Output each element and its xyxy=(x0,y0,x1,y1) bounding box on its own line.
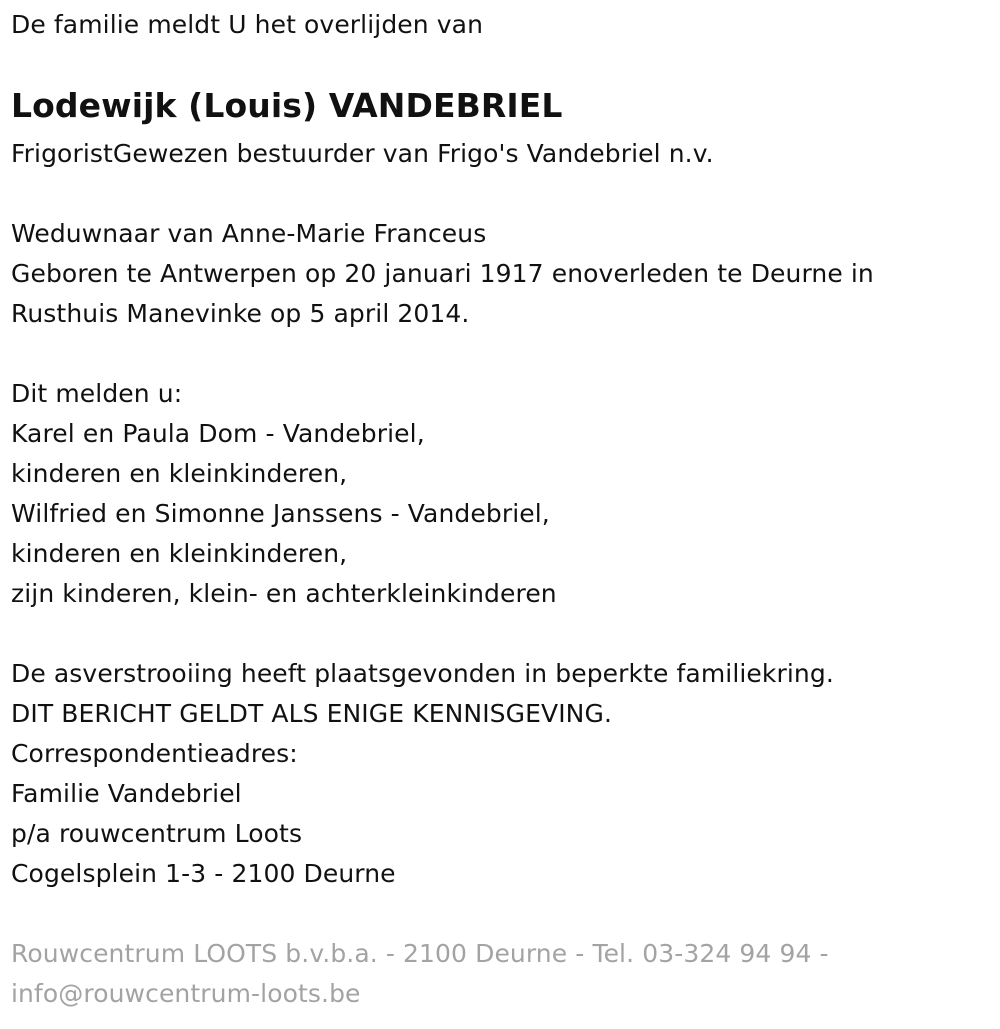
address-label: Correspondentieadres: xyxy=(11,739,298,768)
footer-email: info@rouwcentrum-loots.be xyxy=(11,979,361,1008)
address-line: p/a rouwcentrum Loots xyxy=(11,819,303,848)
widower-text: Weduwnaar van Anne-Marie Franceus xyxy=(11,219,487,248)
occupation-text: FrigoristGewezen bestuurder van Frigo's Vandebriel n.v. xyxy=(11,139,714,168)
notice-text: DIT BERICHT GELDT ALS ENIGE KENNISGEVING. xyxy=(11,699,612,728)
family-line: Wilfried en Simonne Janssens - Vandebriel, xyxy=(11,499,550,528)
family-heading: Dit melden u: xyxy=(11,379,183,408)
ceremony-text: De asverstrooiing heeft plaatsgevonden in beperkte familiekring. xyxy=(11,659,834,688)
footer-contact-line: Rouwcentrum LOOTS b.v.b.a. - 2100 Deurne - Tel. 03-324 94 94 - xyxy=(11,939,829,968)
deceased-name: Lodewijk (Louis) VANDEBRIEL xyxy=(11,86,563,125)
birth-death-text-2: Rusthuis Manevinke op 5 april 2014. xyxy=(11,299,470,328)
family-line: zijn kinderen, klein- en achterkleinkinderen xyxy=(11,579,557,608)
address-line: Cogelsplein 1-3 - 2100 Deurne xyxy=(11,859,396,888)
family-line: kinderen en kleinkinderen, xyxy=(11,459,348,488)
address-line: Familie Vandebriel xyxy=(11,779,242,808)
family-line: kinderen en kleinkinderen, xyxy=(11,539,348,568)
intro-text: De familie meldt U het overlijden van xyxy=(11,10,484,39)
birth-death-text-1: Geboren te Antwerpen op 20 januari 1917 enoverleden te Deurne in xyxy=(11,259,874,288)
family-line: Karel en Paula Dom - Vandebriel, xyxy=(11,419,425,448)
